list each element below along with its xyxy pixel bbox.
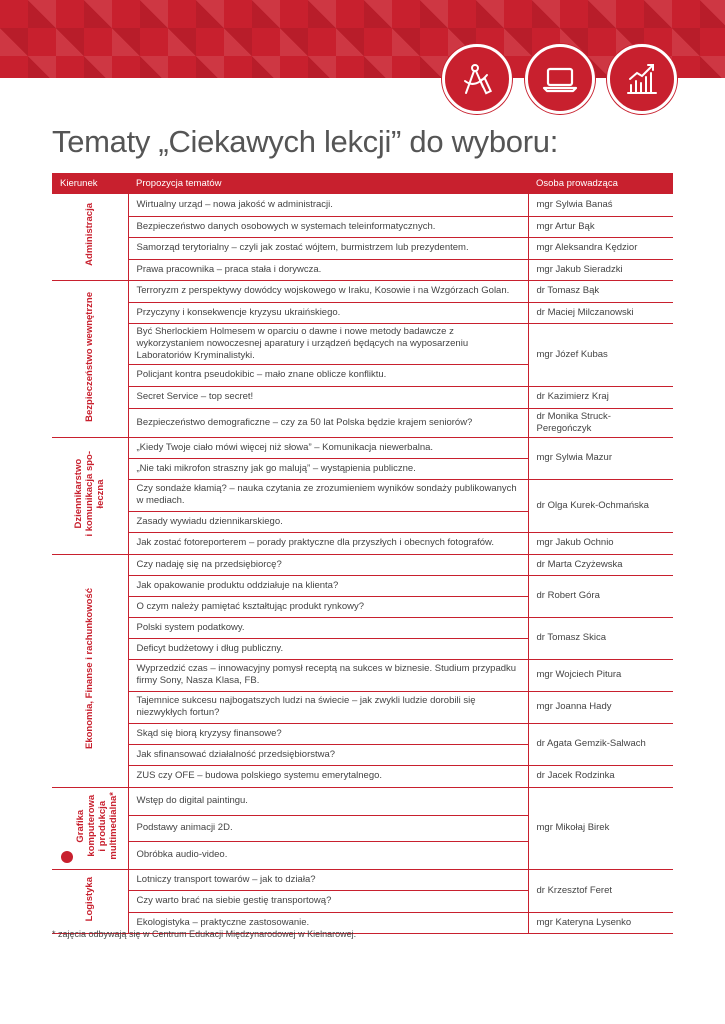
category-label: Dziennikarstwo i komunikacja spo- łeczna [73,450,107,537]
category-label: Administracja [84,203,96,267]
category-cell [52,194,128,280]
topic-cell: Bezpieczeństwo demograficzne – czy za 50 lat Polska będzie krajem seniorów? [128,408,528,437]
person-cell: dr Monika Struck- Peregończyk [528,408,673,437]
topic-cell: Tajemnice sukcesu najbogatszych ludzi na świecie – jak zwykli ludzie dorobili się niezwykłych fortun? [128,691,528,723]
topic-cell: Wyprzedzić czas – innowacyjny pomysł receptą na sukces w biznesie. Studium przypadku firmy Sony, Nasza Klasa, FB. [128,659,528,691]
topic-cell: Wstęp do digital paintingu. [128,787,528,815]
header-topic: Propozycja tematów [128,173,528,194]
topic-cell: Czy warto brać na siebie gestię transportową? [128,890,528,912]
table-row [52,691,673,723]
table-row [52,787,673,815]
laptop-icon [525,44,595,114]
topic-cell: Wirtualny urząd – nowa jakość w administracji. [128,194,528,216]
topic-cell: Polski system podatkowy. [128,617,528,638]
person-cell: dr Robert Góra [528,575,673,617]
table-row [52,575,673,596]
topic-cell: ZUS czy OFE – budowa polskiego systemu emerytalnego. [128,765,528,787]
table-row [52,216,673,237]
person-cell: dr Kazimierz Kraj [528,386,673,408]
topic-cell: „Nie taki mikrofon straszny jak go malują” – wystąpienia publiczne. [128,458,528,479]
person-cell: mgr Sylwia Mazur [528,437,673,479]
topic-cell: Skąd się biorą kryzysy finansowe? [128,723,528,744]
topic-cell: Czy sondaże kłamią? – nauka czytania ze zrozumieniem wyników sondaży publikowanych w mediach. [128,479,528,511]
person-cell: mgr Józef Kubas [528,323,673,386]
table-row [52,723,673,744]
category-cell [52,869,128,933]
topic-cell: Podstawy animacji 2D. [128,815,528,841]
table-row [52,617,673,638]
category-cell [52,787,128,869]
topic-cell: Jak opakowanie produktu oddziałuje na klienta? [128,575,528,596]
table-row [52,280,673,302]
person-cell: mgr Mikołaj Birek [528,787,673,869]
header-person: Osoba prowadząca [528,173,673,194]
person-cell: mgr Kateryna Lysenko [528,912,673,933]
person-cell: mgr Sylwia Banaś [528,194,673,216]
person-cell: mgr Artur Bąk [528,216,673,237]
topic-cell: Bezpieczeństwo danych osobowych w systemach teleinformatycznych. [128,216,528,237]
compass-icon [442,44,512,114]
table-row [52,302,673,323]
topic-cell: Secret Service – top secret! [128,386,528,408]
header-category: Kierunek [52,173,128,194]
person-cell: dr Tomasz Skica [528,617,673,659]
table-row [52,765,673,787]
person-cell: dr Tomasz Bąk [528,280,673,302]
table-row [52,386,673,408]
topic-cell: Deficyt budżetowy i dług publiczny. [128,638,528,659]
person-cell: dr Olga Kurek-Ochmańska [528,479,673,532]
person-cell: dr Marta Czyżewska [528,554,673,575]
category-label: Grafika komputerowa i produkcja multimedialna* [74,792,119,860]
table-row [52,323,673,364]
chart-growth-icon [607,44,677,114]
topic-cell: Samorząd terytorialny – czyli jak zostać wójtem, burmistrzem lub prezydentem. [128,237,528,259]
topic-cell: „Kiedy Twoje ciało mówi więcej niż słowa” – Komunikacja niewerbalna. [128,437,528,458]
table-row [52,479,673,511]
person-cell: mgr Aleksandra Kędzior [528,237,673,259]
person-cell: dr Maciej Milczanowski [528,302,673,323]
footnote: * zajęcia odbywają się w Centrum Edukacji Międzynarodowej w Kielnarowej. [52,929,357,939]
table-header-row [52,173,673,194]
category-cell [52,280,128,437]
person-cell: dr Agata Gemzik-Salwach [528,723,673,765]
table-row [52,869,673,890]
table-row [52,408,673,437]
category-label: Logistyka [84,876,96,922]
person-cell: dr Krzesztof Feret [528,869,673,912]
person-cell: mgr Jakub Ochnio [528,532,673,554]
person-cell: dr Jacek Rodzinka [528,765,673,787]
table-row [52,437,673,458]
table-row [52,259,673,280]
topic-cell: Obróbka audio-video. [128,841,528,869]
topic-cell: Prawa pracownika – praca stała i dorywcza. [128,259,528,280]
person-cell: mgr Jakub Sieradzki [528,259,673,280]
topic-cell: Policjant kontra pseudokibic – mało znane oblicze konfliktu. [128,364,528,386]
table-row [52,532,673,554]
topic-cell: O czym należy pamiętać kształtując produkt rynkowy? [128,596,528,617]
topic-cell: Zasady wywiadu dziennikarskiego. [128,511,528,532]
topic-cell: Być Sherlockiem Holmesem w oparciu o dawne i nowe metody badawcze z wykorzystaniem nowoczesnej aparatury i urządzeń będących na wyposarzeniu Laboratoriów Kryminalistyki. [128,323,528,364]
table-row [52,237,673,259]
topic-cell: Przyczyny i konsekwencje kryzysu ukraińskiego. [128,302,528,323]
kd-logo-icon [61,851,73,863]
table-row [52,554,673,575]
category-label: Bezpieczeństwo wewnętrzne [84,291,96,422]
topics-table [52,173,673,934]
table-row [52,194,673,216]
table-row [52,659,673,691]
page-title: Tematy „Ciekawych lekcji” do wyboru: [52,124,559,159]
topic-cell: Terroryzm z perspektywy dowódcy wojskowego w Iraku, Kosowie i na Wzgórzach Golan. [128,280,528,302]
person-cell: mgr Joanna Hady [528,691,673,723]
person-cell: mgr Wojciech Pitura [528,659,673,691]
category-cell [52,437,128,554]
category-label: Ekonomia, Finanse i rachunkowość [84,587,96,749]
topic-cell: Lotniczy transport towarów – jak to działa? [128,869,528,890]
topic-cell: Czy nadaję się na przedsiębiorcę? [128,554,528,575]
topic-cell: Jak zostać fotoreporterem – porady praktyczne dla przyszłych i obecnych fotografów. [128,532,528,554]
topic-cell: Jak sfinansować działalność przedsiębiorstwa? [128,744,528,765]
category-cell [52,554,128,787]
topic-cell: Ekologistyka – praktyczne zastosowanie. [128,912,528,933]
